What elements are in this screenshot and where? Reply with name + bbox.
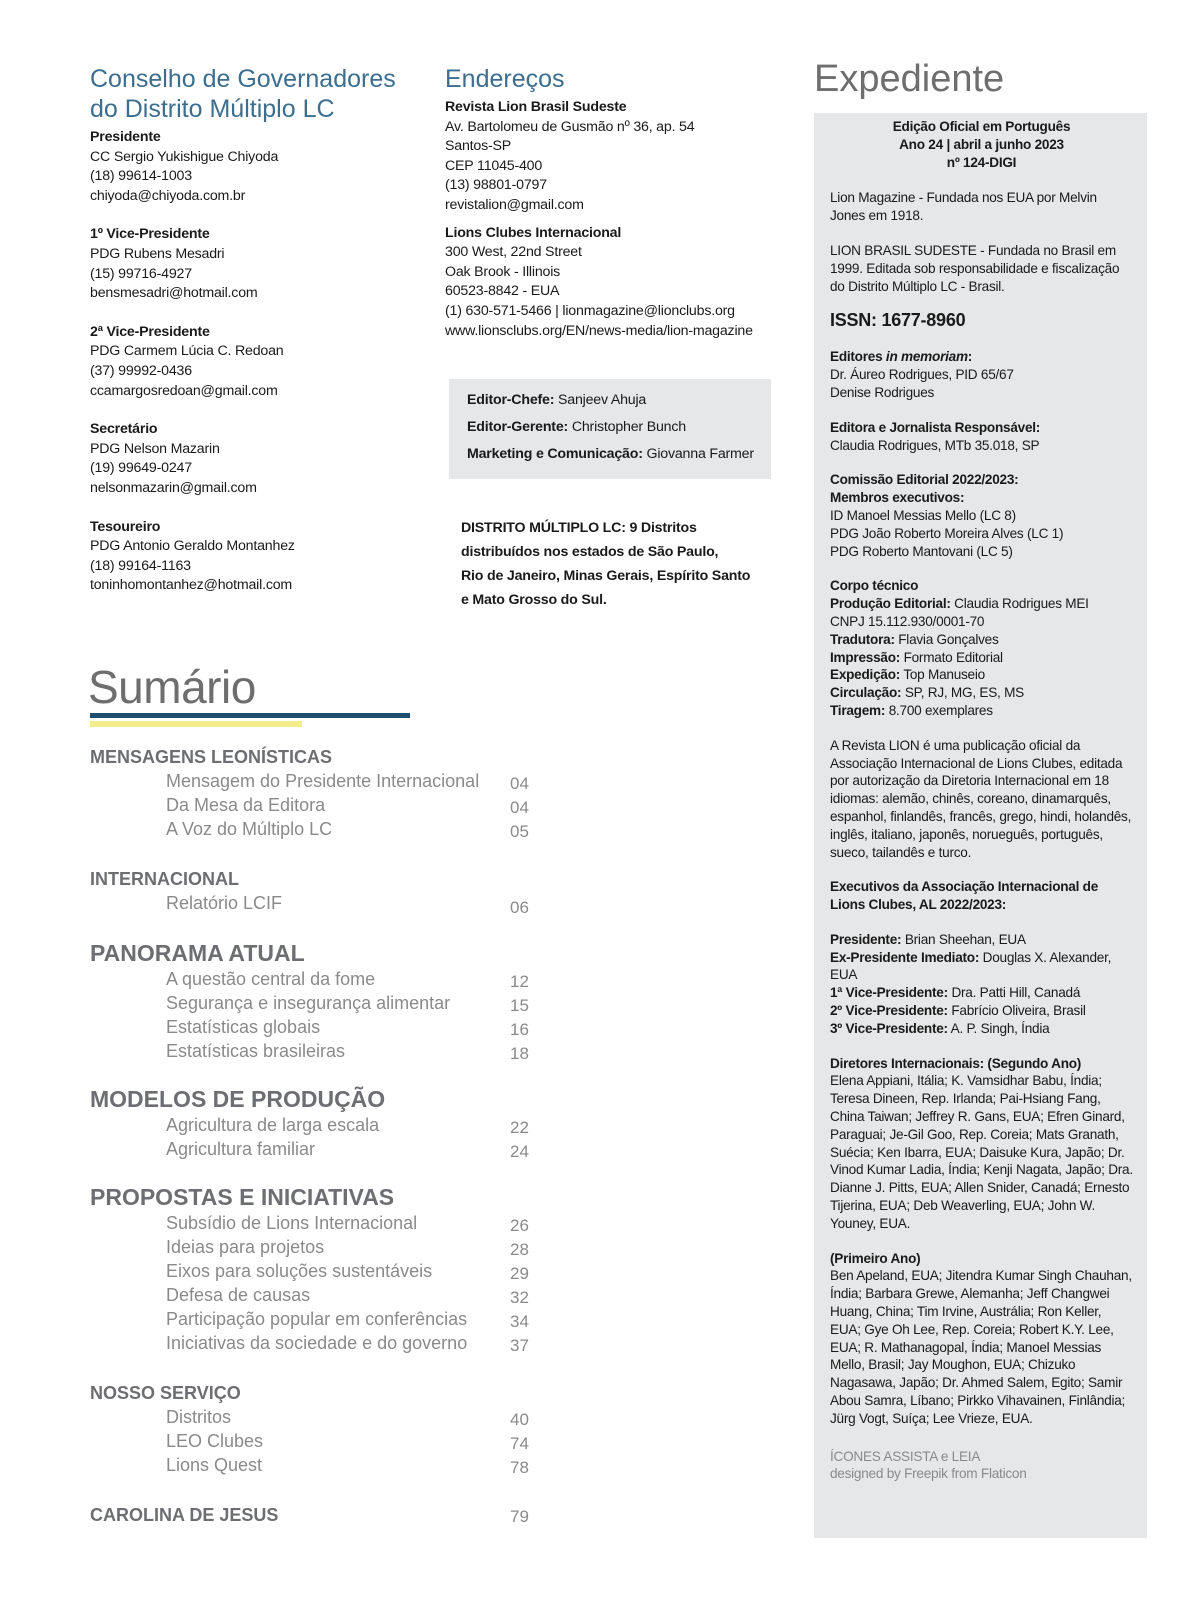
member-email: chiyoda@chiyoda.com.br bbox=[90, 187, 246, 204]
member-email: toninhomontanhez@hotmail.com bbox=[90, 577, 293, 594]
toc-item-page: 37 bbox=[510, 1336, 529, 1355]
toc-item-page: 28 bbox=[510, 1240, 529, 1259]
toc-item-page: 29 bbox=[510, 1264, 529, 1283]
conselho-section bbox=[90, 64, 410, 615]
toc-item-page: 40 bbox=[510, 1410, 529, 1429]
toc-item-page: 18 bbox=[510, 1044, 529, 1063]
toc-item-label: Lions Quest bbox=[166, 1454, 263, 1475]
member-email: ccamargosredoan@gmail.com bbox=[90, 382, 278, 399]
toc-item-page: 24 bbox=[510, 1142, 529, 1161]
member-role: Secretário bbox=[90, 421, 158, 438]
address-name: Lions Clubes Internacional bbox=[445, 224, 622, 241]
conselho-title-line2: do Distrito Múltiplo LC bbox=[90, 95, 335, 123]
toc-item-label: A questão central da fome bbox=[166, 968, 376, 989]
member-role: 2ª Vice-Presidente bbox=[90, 323, 210, 340]
diretores-segundo-ano: Diretores Internacionais: (Segundo Ano) Elena Appiani, Itália; K. Vamsidhar Babu, Índia; Teresa Dineen, Rep. Irlanda; Pai-Hsiang Fang, China Taiwan; Jeffrey R. Gans, EUA; Efren Ginard, Paraguai; Je-Gil Goo, Rep. Coreia; Mats Granath, Suécia; Ken Ibarra, EUA; Daisuke Kura, Japão; Dr. Vinod Kumar Ladia, Índia; Kenji Nagata, Japão; Dra. Dianne J. Pitts, EUA; Allen Snider, Canadá; Ernesto Tijerina, EUA; Deb Weaverling, EUA; John W. Youney, EUA. bbox=[830, 1055, 1133, 1231]
toc-item-label: LEO Clubes bbox=[166, 1430, 264, 1451]
toc-item-label: Mensagem do Presidente Internacional bbox=[166, 770, 480, 791]
executivos-list: Presidente: Brian Sheehan, EUA Ex-Presidente Imediato: Douglas X. Alexander, EUA 1ª Vice-Presidente: Dra. Patti Hill, Canadá 2º Vice-Presidente: Fabrício Oliveira, Brasil 3º Vice-Presidente: A. P. Singh, Índia bbox=[830, 931, 1112, 1036]
toc-item-label: Segurança e insegurança alimentar bbox=[166, 992, 451, 1013]
member-email: nelsonmazarin@gmail.com bbox=[90, 479, 257, 496]
sumario-title: Sumário bbox=[88, 661, 256, 713]
toc-item-page: 04 bbox=[510, 774, 529, 793]
address-url: www.lionsclubs.org/EN/news-media/lion-magazine bbox=[445, 322, 753, 339]
enderecos-section bbox=[445, 64, 785, 341]
sumario-underline-yellow bbox=[90, 721, 302, 727]
toc-heading: MODELOS DE PRODUÇÃO bbox=[90, 1086, 386, 1112]
toc-item[interactable] bbox=[90, 1331, 570, 1355]
toc-heading: PANORAMA ATUAL bbox=[90, 940, 305, 966]
toc-heading: CAROLINA DE JESUS bbox=[90, 1505, 279, 1525]
toc-item-label: Agricultura familiar bbox=[166, 1138, 316, 1159]
toc-item-page: 74 bbox=[510, 1434, 529, 1453]
address-line: (13) 98801-0797 bbox=[445, 177, 547, 194]
address-name: Revista Lion Brasil Sudeste bbox=[445, 99, 627, 115]
toc-section bbox=[90, 939, 570, 1063]
member-phone: (18) 99614-1003 bbox=[90, 168, 192, 185]
member-phone: (19) 99649-0247 bbox=[90, 460, 192, 477]
editors-box bbox=[449, 379, 771, 479]
sumario-underline-navy bbox=[90, 713, 410, 718]
toc-item-label: Subsídio de Lions Internacional bbox=[166, 1212, 418, 1233]
editor-marketing: Marketing e Comunicação: Giovanna Farmer bbox=[467, 446, 754, 462]
toc-item-label: Eixos para soluções sustentáveis bbox=[166, 1260, 433, 1281]
toc-item[interactable] bbox=[90, 891, 570, 915]
member-role: Tesoureiro bbox=[90, 518, 161, 535]
address-line: (1) 630-571-5466 | lionmagazine@lionclubs.org bbox=[445, 302, 735, 319]
toc-item[interactable] bbox=[90, 1429, 570, 1453]
member-tesoureiro bbox=[90, 518, 410, 596]
member-phone: (18) 99164-1163 bbox=[90, 557, 191, 574]
member-vice1 bbox=[90, 225, 410, 303]
toc-item-page: 26 bbox=[510, 1216, 529, 1235]
conselho-title-line1: Conselho de Governadores bbox=[90, 65, 396, 93]
toc-section bbox=[90, 1381, 570, 1477]
toc-section bbox=[90, 1085, 570, 1161]
member-secretario bbox=[90, 420, 410, 498]
distrito-note: DISTRITO MÚLTIPLO LC: 9 Distritos distribuídos nos estados de São Paulo, Rio de Janeiro, Minas Gerais, Espírito Santo e Mato Grosso do Sul. bbox=[461, 520, 751, 608]
issn: ISSN: 1677-8960 bbox=[830, 310, 966, 331]
toc-item-label: Da Mesa da Editora bbox=[166, 794, 326, 815]
toc-item-page: 79 bbox=[510, 1507, 529, 1526]
toc-item[interactable] bbox=[90, 1307, 570, 1331]
conselho-title bbox=[90, 64, 410, 124]
toc-item[interactable] bbox=[90, 1137, 570, 1161]
member-phone: (15) 99716-4927 bbox=[90, 265, 192, 282]
toc-item-label: A Voz do Múltiplo LC bbox=[166, 818, 333, 839]
toc-item[interactable] bbox=[90, 1211, 570, 1235]
toc-section bbox=[90, 1183, 570, 1355]
edicao-info: Edição Oficial em Português Ano 24 | abril a junho 2023 nº 124-DIGI bbox=[892, 119, 1071, 170]
toc-item[interactable] bbox=[90, 1039, 570, 1063]
member-name: PDG Carmem Lúcia C. Redoan bbox=[90, 343, 284, 360]
toc-item[interactable] bbox=[90, 1015, 570, 1039]
toc-item-page: 12 bbox=[510, 972, 529, 991]
toc-item[interactable] bbox=[90, 1283, 570, 1307]
toc-item-page: 78 bbox=[510, 1458, 529, 1477]
toc-section bbox=[90, 867, 570, 915]
member-role: Presidente bbox=[90, 129, 161, 145]
address-line: CEP 11045-400 bbox=[445, 157, 543, 174]
toc-item-page: 16 bbox=[510, 1020, 529, 1039]
toc-heading: NOSSO SERVIÇO bbox=[90, 1383, 241, 1403]
editor-manager: Editor-Gerente: Christopher Bunch bbox=[467, 419, 686, 435]
toc-item[interactable] bbox=[90, 817, 570, 841]
toc-item-page: 22 bbox=[510, 1118, 529, 1137]
icones-credit: ÍCONES ASSISTA e LEIA designed by Freepik from Flaticon bbox=[830, 1448, 1027, 1482]
member-phone: (37) 99992-0436 bbox=[90, 362, 192, 379]
member-vice2 bbox=[90, 323, 410, 401]
toc-item-label: Participação popular em conferências bbox=[166, 1308, 468, 1329]
lion-magazine-note: Lion Magazine - Fundada nos EUA por Melvin Jones em 1918. bbox=[830, 190, 1097, 224]
toc-item-label: Relatório LCIF bbox=[166, 892, 283, 913]
enderecos-title: Endereços bbox=[445, 65, 565, 93]
toc-item-label: Ideias para projetos bbox=[166, 1236, 325, 1257]
revista-description: A Revista LION é uma publicação oficial da Associação Internacional de Lions Clubes, editada por autorização da Diretoria Internacional em 18 idiomas: alemão, chinês, coreano, dinamarquês, espanhol, finlandês, francês, grego, hindi, holandês, inglês, italiano, japonês, norueguês, português, sueco, tailandês e turco. bbox=[830, 737, 1132, 860]
editora-block: Editora e Jornalista Responsável: Claudia Rodrigues, MTb 35.018, SP bbox=[830, 419, 1041, 453]
editor-chief: Editor-Chefe: Sanjeev Ahuja bbox=[467, 392, 647, 408]
comissao-block: Comissão Editorial 2022/2023: Membros executivos: ID Manoel Messias Mello (LC 8) PDG João Roberto Moreira Alves (LC 1) PDG Roberto Mantovani (LC 5) bbox=[830, 472, 1064, 559]
address-line: 300 West, 22nd Street bbox=[445, 244, 582, 261]
toc-item[interactable] bbox=[90, 991, 570, 1015]
toc-heading: MENSAGENS LEONÍSTICAS bbox=[90, 747, 333, 767]
diretores-primeiro-ano: (Primeiro Ano) Ben Apeland, EUA; Jitendra Kumar Singh Chauhan, Índia; Barbara Grewe, Alemanha; Jeff Changwei Huang, China; Tim Irvine, Austrália; Ron Keller, EUA; Gye Oh Lee, Rep. Coreia; Robert K.Y. Lee, EUA; R. Mathanagopal, Índia; Manoel Messias Mello, Brasil; Jay Moughon, EUA; Chizuko Nagasawa, Japão; Dr. Ahmed Salem, Egito; Samir Abou Samra, Líbano; Pirkko Vihavainen, Finlândia; Jürg Vogt, Suíça; Lee Vrieze, EUA. bbox=[830, 1250, 1132, 1426]
lion-brasil-note: LION BRASIL SUDESTE - Fundada no Brasil em 1999. Editada sob responsabilidade e fiscalização do Distrito Múltiplo LC - Brasil. bbox=[830, 242, 1120, 294]
toc-item[interactable] bbox=[90, 1235, 570, 1259]
toc-item-page: 04 bbox=[510, 798, 529, 817]
toc-item[interactable] bbox=[90, 1453, 570, 1477]
address-revista bbox=[445, 98, 785, 216]
toc-section[interactable] bbox=[90, 1503, 570, 1527]
toc-heading: INTERNACIONAL bbox=[90, 869, 239, 889]
address-line: Santos-SP bbox=[445, 138, 512, 155]
address-line: Av. Bartolomeu de Gusmão nº 36, ap. 54 bbox=[445, 118, 695, 135]
toc-item[interactable] bbox=[90, 1259, 570, 1283]
toc-item-page: 05 bbox=[510, 822, 529, 841]
member-name: PDG Antonio Geraldo Montanhez bbox=[90, 538, 295, 555]
member-name: PDG Nelson Mazarin bbox=[90, 440, 220, 457]
conselho-members bbox=[90, 128, 410, 596]
expediente-title: Expediente bbox=[814, 58, 1005, 100]
address-line: 60523-8842 - EUA bbox=[445, 283, 560, 300]
toc-item[interactable] bbox=[90, 1113, 570, 1137]
member-presidente bbox=[90, 128, 410, 206]
address-lions bbox=[445, 224, 785, 342]
toc-item-label: Distritos bbox=[166, 1406, 232, 1427]
expediente-box bbox=[814, 113, 1147, 1538]
toc-heading: PROPOSTAS E INICIATIVAS bbox=[90, 1184, 395, 1210]
toc-item[interactable] bbox=[90, 967, 570, 991]
editores-block: Editores in memoriam: Dr. Áureo Rodrigues, PID 65/67 Denise Rodrigues bbox=[830, 349, 1014, 400]
toc-item-label: Agricultura de larga escala bbox=[166, 1114, 380, 1135]
member-name: CC Sergio Yukishigue Chiyoda bbox=[90, 148, 279, 165]
executivos-heading: Executivos da Associação Internacional de Lions Clubes, AL 2022/2023: bbox=[830, 879, 1099, 913]
toc-section bbox=[90, 745, 570, 841]
toc-item[interactable] bbox=[90, 793, 570, 817]
member-name: PDG Rubens Mesadri bbox=[90, 245, 225, 262]
enderecos-body bbox=[445, 98, 785, 341]
toc-item-label: Estatísticas brasileiras bbox=[166, 1040, 346, 1061]
toc-item-label: Iniciativas da sociedade e do governo bbox=[166, 1332, 468, 1353]
toc-item[interactable] bbox=[90, 1405, 570, 1429]
member-email: bensmesadri@hotmail.com bbox=[90, 285, 258, 302]
member-role: 1º Vice-Presidente bbox=[90, 226, 210, 243]
toc-item-page: 34 bbox=[510, 1312, 529, 1331]
address-line: Oak Brook - Illinois bbox=[445, 263, 561, 280]
toc-item[interactable] bbox=[90, 769, 570, 793]
toc-item-label: Defesa de causas bbox=[166, 1284, 311, 1305]
corpo-tecnico-block: Corpo técnico Produção Editorial: Claudia Rodrigues MEI CNPJ 15.112.930/0001-70 Tradutora: Flavia Gonçalves Impressão: Formato Editorial Expedição: Top Manuseio Circulação: SP, RJ, MG, ES, MS Tiragem: 8.700 exemplares bbox=[830, 578, 1089, 718]
address-email: revistalion@gmail.com bbox=[445, 196, 584, 213]
toc-item-label: Estatísticas globais bbox=[166, 1016, 321, 1037]
toc-item-page: 32 bbox=[510, 1288, 529, 1307]
sumario-list bbox=[90, 745, 570, 1527]
toc-item-page: 15 bbox=[510, 996, 529, 1015]
toc-item-page: 06 bbox=[510, 898, 529, 917]
